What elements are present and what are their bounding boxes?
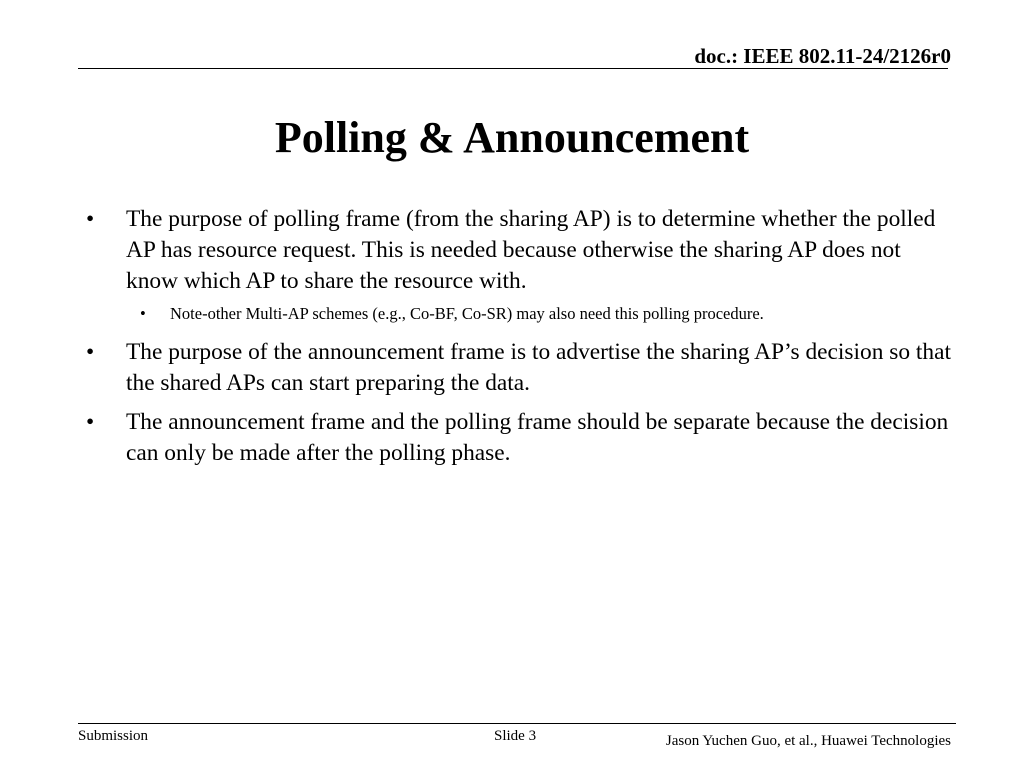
bullet-list [84,204,954,471]
bullet-icon: • [86,409,95,435]
sub-bullet-icon: • [140,304,146,323]
footer-divider [78,723,956,724]
bullet-text: The purpose of the announcement frame is to advertise the sharing AP’s decision so that the shared APs can start preparing the data. [126,339,951,396]
bullet-icon: • [86,339,95,365]
sub-bullet-item [84,303,954,325]
footer-authors: Jason Yuchen Guo, et al., Huawei Technologies [665,733,951,749]
footer-submission: Submission [78,728,149,744]
header-divider [78,68,948,69]
bullet-item [84,204,954,297]
bullet-text: The purpose of polling frame (from the sharing AP) is to determine whether the polled AP has resource request. This is needed because otherwise the sharing AP does not know which AP to share the resource with. [126,206,936,294]
bullet-text: The announcement frame and the polling frame should be separate because the decision can only be made after the polling phase. [126,409,949,466]
bullet-item [84,407,954,469]
sub-bullet-text: Note-other Multi-AP schemes (e.g., Co-BF, Co-SR) may also need this polling procedure. [170,304,764,323]
bullet-item [84,337,954,399]
bullet-icon: • [86,206,95,232]
document-id: doc.: IEEE 802.11-24/2126r0 [694,44,951,68]
footer-slide-number: Slide 3 [494,728,537,744]
slide-title: Polling & Announcement [274,113,750,162]
